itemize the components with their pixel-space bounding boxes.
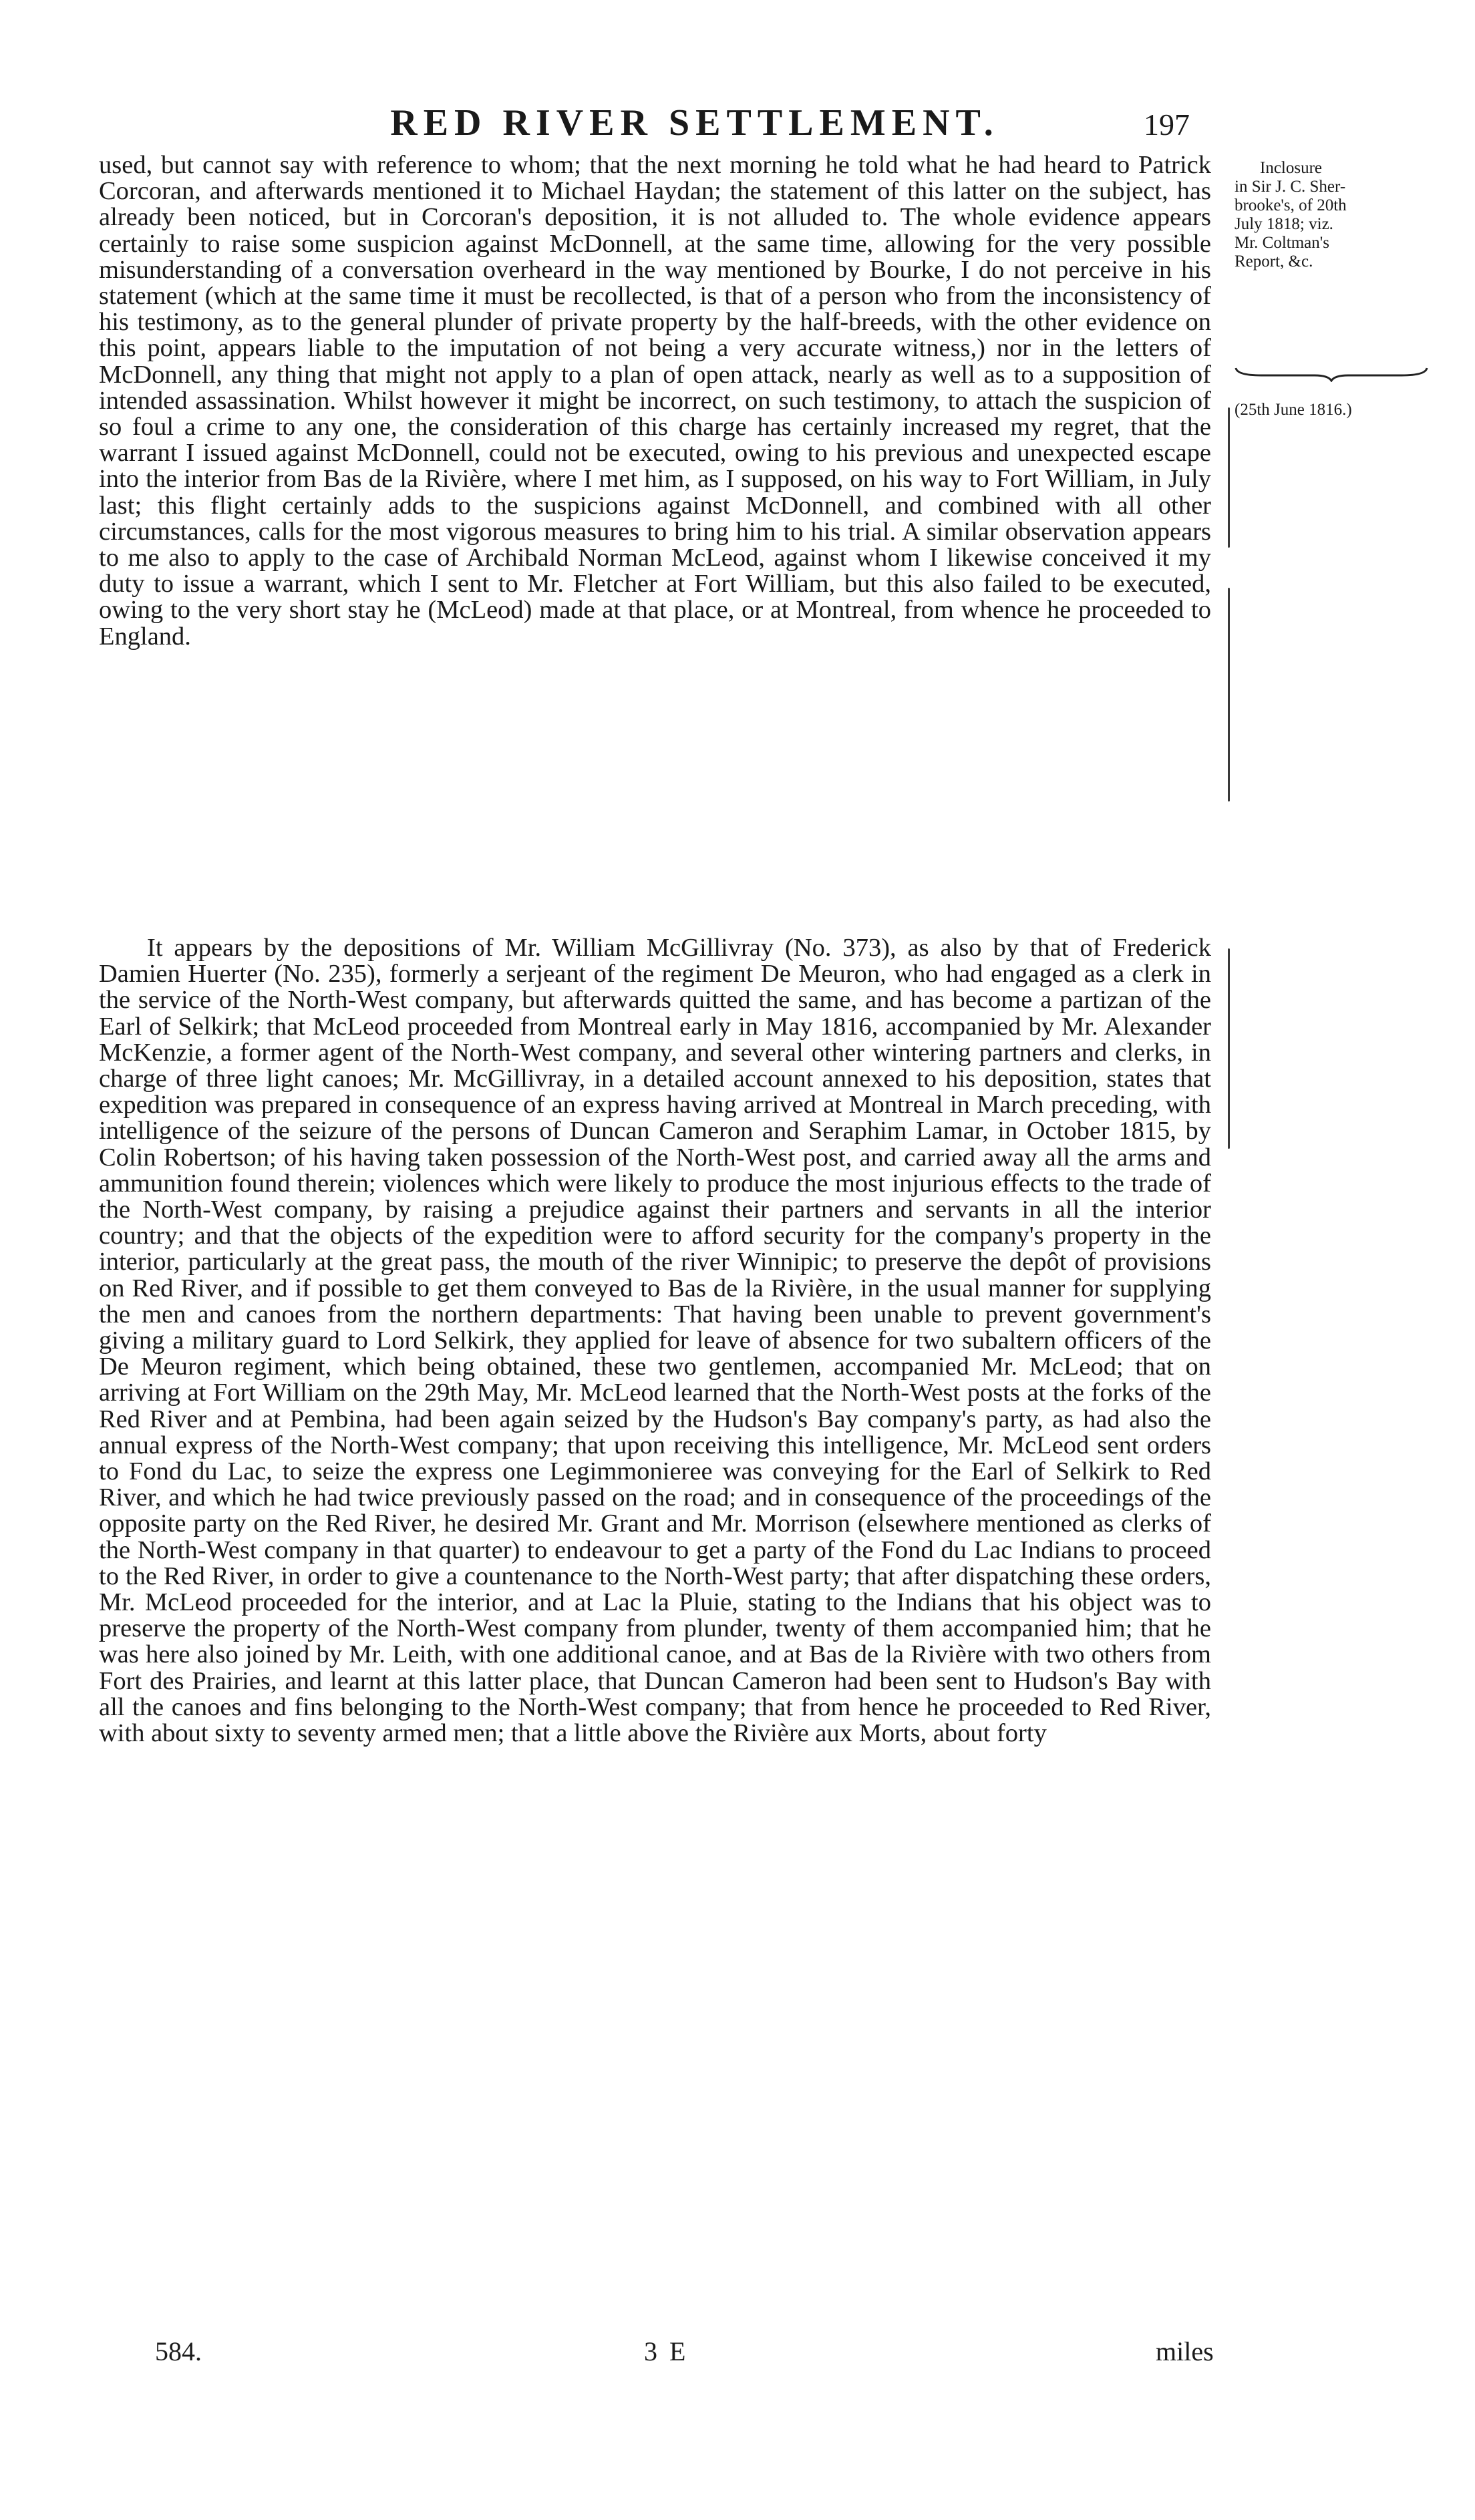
margin-note-line: in Sir J. C. Sher-: [1235, 178, 1346, 196]
margin-rule: [1228, 948, 1230, 1149]
running-head-title: RED RIVER SETTLEMENT.: [390, 102, 999, 144]
page-number: 197: [1144, 108, 1190, 142]
margin-note-line: July 1818; viz.: [1235, 215, 1333, 233]
margin-note-line: brooke's, of 20th: [1235, 196, 1347, 214]
catchword: miles: [1156, 2336, 1214, 2366]
body-paragraph: It appears by the depositions of Mr. William McGillivray (No. 373), as also by that of Frederick Damien Huerter (No. 235), formerly a serjeant of the regiment De Meuron, who had engaged as a clerk in the service of the North-West company, but afterwards quitted the same, and has become a partizan of the Earl of Selkirk; that McLeod proceeded from Montreal early in May 1816, accompanied by Mr. Alexander McKenzie, a former agent of the North-West company, and several other wintering partners and clerks, in charge of three light canoes; Mr. McGillivray, in a detailed account annexed to his deposition, states that expedition was prepared in consequence of an express having arrived at Montreal in March preceding, with intelligence of the seizure of the persons of Duncan Cameron and Seraphim Lamar, in October 1815, by Colin Robertson; of his having taken possession of the North-West post, and carried away all the arms and ammunition found therein; violences which were likely to produce the most injurious effects to the trade of the North-West company, by raising a prejudice against their partners and servants in all the interior country; and that the objects of the expedition were to afford security for the company's property in the interior, particularly at the great pass, the mouth of the river Winnipic; to preserve the depôt of provisions on Red River, and if possible to get them conveyed to Bas de la Rivière, in the usual manner for supplying the men and canoes from the northern departments: That having been unable to prevent government's giving a military guard to Lord Selkirk, they applied for leave of absence for two subaltern officers of the De Meuron regiment, which being obtained, these two gentlemen, accompanied Mr. McLeod; that on arriving at Fort William on the 29th May, Mr. McLeod learned that the North-West posts at the forks of the Red River and at Pembina, had been again seized by the Hudson's Bay company's party, as had also the annual express of the North-West company; that upon receiving this intelligence, Mr. McLeod sent orders to Fond du Lac, to seize the express one Legimmonieree was conveying for the Earl of Selkirk to Red River, and which he had twice previously passed on the road; and in consequence of the proceedings of the opposite party on the Red River, he desired Mr. Grant and Mr. Morrison (elsewhere mentioned as clerks of the North-West company in that quarter) to endeavour to get a party of the Fond du Lac Indians to proceed to the Red River, in order to give a countenance to the North-West party; that after dispatching these orders, Mr. McLeod proceeded for the interior, and at Lac la Pluie, stating to the Indians that his object was to preserve the property of the North-West company from plunder, twenty of them accompanied him; that he was here also joined by Mr. Leith, with one additional canoe, and at Bas de la Rivière with two others from Fort des Prairies, and learnt at this latter place, that Duncan Cameron had been sent to Hudson's Bay with all the canoes and fins belonging to the North-West company; that from hence he proceeded to Red River, with about sixty to seventy armed men; that a little above the Rivière aux Morts, about forty: [99, 934, 1211, 1748]
margin-note-line: Report, &c.: [1235, 252, 1313, 271]
margin-note: [1235, 159, 1435, 271]
body-paragraph: used, but cannot say with reference to whom; that the next morning he told what he had heard to Patrick Corcoran, and afterwards mentioned it to Michael Haydan; the statement of this latter on the subject, has already been noticed, but in Corcoran's deposition, it is not alluded to. The whole evidence appears certainly to raise some suspicion against McDonnell, at the same time, allowing for the very possible misunderstanding of a conversation overheard in the way mentioned by Bourke, I do not perceive in his statement (which at the same time it must be recollected, is that of a person who from the inconsistency of his testimony, as to the general plunder of private property by the half-breeds, with the other evidence on this point, appears liable to the imputation of not being a very accurate witness,) nor in the letters of McDonnell, any thing that might not apply to a plan of open attack, nearly as well as to a supposition of intended assassination. Whilst however it might be incorrect, on such testimony, to attach the suspicion of so foul a crime to any one, the consideration of this charge has certainly increased my regret, that the warrant I issued against McDonnell, could not be executed, owing to his previous and unexpected escape into the interior from Bas de la Rivière, where I met him, as I supposed, on his way to Fort William, in July last; this flight certainly adds to the suspicions against McDonnell, and combined with all other circumstances, calls for the most vigorous measures to bring him to his trial. A similar observation appears to me also to apply to the case of Archibald Norman McLeod, against whom I likewise conceived it my duty to issue a warrant, which I sent to Mr. Fletcher at Fort William, but this also failed to be executed, owing to the very short stay he (McLeod) made at that place, or at Montreal, from whence he proceeded to England.: [99, 151, 1211, 651]
signature-mark: 3 E: [644, 2336, 689, 2366]
margin-date: (25th June 1816.): [1235, 401, 1352, 419]
margin-note-line: Mr. Coltman's: [1235, 234, 1330, 252]
margin-rule: [1228, 588, 1230, 801]
margin-brace-icon: [1235, 366, 1428, 382]
signature-number: 584.: [155, 2336, 202, 2366]
margin-note-line: Inclosure: [1260, 159, 1323, 177]
margin-rule: [1228, 407, 1230, 548]
